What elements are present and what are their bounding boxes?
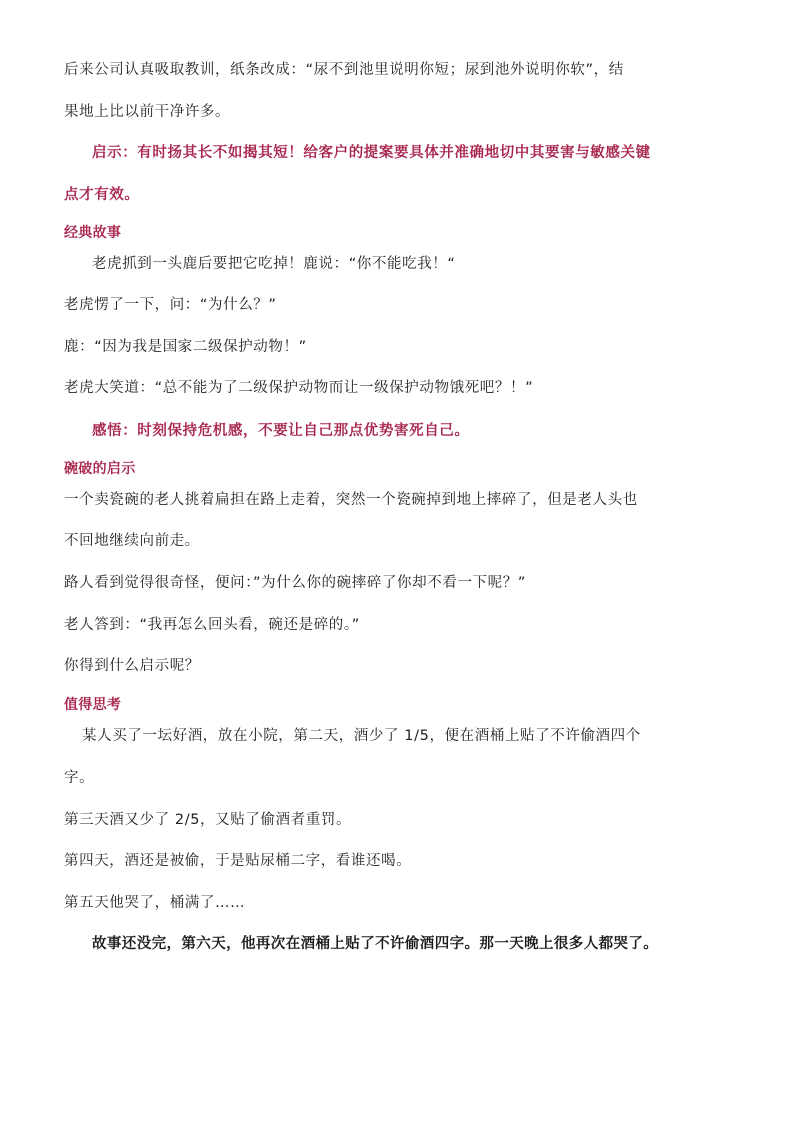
paragraph-line: 某人买了一坛好酒，放在小院，第二天，酒少了 1/5，便在酒桶上贴了不许偷酒四个 [82, 728, 641, 744]
paragraph-line: 字。 [64, 770, 95, 786]
paragraph-line: 鹿：“因为我是国家二级保护动物！” [64, 339, 307, 355]
section-heading-classic-story: 经典故事 [64, 225, 122, 241]
closing-line: 故事还没完，第六天，他再次在酒桶上贴了不许偷酒四字。那一天晚上很多人都哭了。 [92, 936, 659, 952]
section-heading-bowl: 碗破的启示 [64, 461, 136, 477]
paragraph-line: 果地上比以前干净许多。 [64, 104, 231, 120]
paragraph-line: 第三天酒又少了 2/5，又贴了偷酒者重罚。 [64, 812, 352, 828]
paragraph-line: 你得到什么启示呢？ [64, 658, 200, 674]
paragraph-line: 第五天他哭了，桶满了…… [64, 895, 246, 911]
paragraph-line: 第四天，酒还是被偷，于是贴尿桶二字，看谁还喝。 [64, 853, 412, 869]
paragraph-line: 一个卖瓷碗的老人挑着扁担在路上走着，突然一个瓷碗掉到地上摔碎了，但是老人头也 [64, 492, 638, 508]
paragraph-line: 后来公司认真吸取教训，纸条改成：“尿不到池里说明你短；尿到池外说明你软”，结 [64, 62, 624, 78]
paragraph-line: 不回地继续向前走。 [64, 533, 200, 549]
paragraph-line: 老虎抓到一头鹿后要把它吃掉！鹿说：“你不能吃我！“ [92, 256, 456, 272]
insight-line: 感悟：时刻保持危机感，不要让自己那点优势害死自己。 [92, 423, 470, 439]
paragraph-line: 路人看到觉得很奇怪，便问：”为什么你的碗摔碎了你却不看一下呢？” [64, 575, 526, 591]
insight-line: 启示：有时扬其长不如揭其短！给客户的提案要具体并准确地切中其要害与敏感关键 [92, 145, 651, 161]
paragraph-line: 老人答到：“我再怎么回头看，碗还是碎的。” [64, 617, 360, 633]
paragraph-line: 老虎愣了一下，问：“为什么？” [64, 297, 277, 313]
insight-line: 点才有效。 [64, 187, 140, 203]
section-heading-think: 值得思考 [64, 697, 122, 713]
paragraph-line: 老虎大笑道：“总不能为了二级保护动物而让一级保护动物饿死吧？！” [64, 380, 534, 396]
